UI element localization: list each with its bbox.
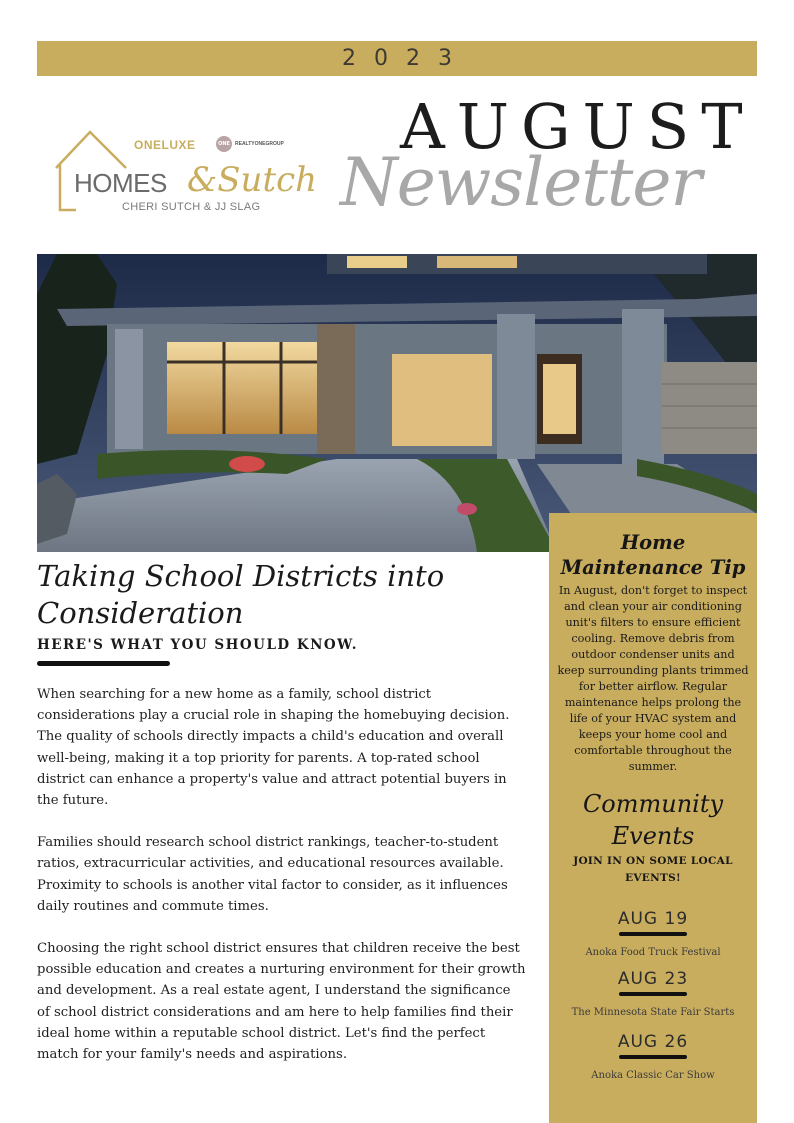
article-paragraph: Choosing the right school district ensures that children receive the best possible education and creates a nurturing environment for their growth and development. As a real estate agent, I understand the significance of school district considerations and am here to help families find their ideal home within a reputable school district. Let's find the perfect match for your family's needs and aspirations.	[37, 941, 526, 1063]
event-date: AUG 26	[617, 1032, 689, 1052]
hero-house-photo	[37, 254, 757, 552]
event-item	[549, 1031, 757, 1081]
newsletter-script-heading: Newsletter	[340, 144, 701, 221]
tip-heading: Home Maintenance Tip	[560, 531, 746, 579]
realty-text: REALTYONEGROUP	[235, 141, 284, 147]
event-name: Anoka Classic Car Show	[591, 1070, 715, 1081]
article-title: Taking School Districts into Consideration	[37, 559, 445, 630]
realty-one-group-logo	[216, 136, 284, 152]
year-banner	[37, 41, 757, 76]
oneluxe-brand: ONELUXE	[134, 138, 196, 152]
article-paragraph: Families should research school district rankings, teacher-to-student ratios, extracurricular activities, and educational resources available. Proximity to schools is another vital factor to consider, as it influences daily routines and commute times.	[37, 835, 508, 914]
realty-badge: ONE	[216, 136, 232, 152]
event-divider	[619, 932, 687, 936]
logo-sutch-script: &Sutch	[187, 160, 318, 200]
event-item	[549, 968, 757, 1018]
agent-names: CHERI SUTCH & JJ SLAG	[122, 201, 261, 213]
event-date: AUG 19	[617, 909, 689, 929]
event-name: Anoka Food Truck Festival	[585, 947, 721, 958]
tip-text: In August, don't forget to inspect and clean your air conditioning unit's filters to ensure efficient cooling. Remove debris from outdoor condenser units and keep surrounding plants trimmed for better airflow. Regular maintenance helps prolong the life of your HVAC system and keeps your home cool and comfortable throughout the summer.	[557, 584, 749, 773]
sidebar-panel	[549, 513, 757, 1123]
events-heading: Community Events	[582, 790, 724, 850]
article-paragraph: When searching for a new home as a family, school district considerations play a crucial role in shaping the homebuying decision. The quality of schools directly impacts a child's education and overall well-being, making it a top priority for parents. A top-rated school district can enhance a property's value and attract potential buyers in the future.	[37, 687, 510, 809]
year-text: 2023	[342, 46, 470, 71]
event-name: The Minnesota State Fair Starts	[571, 1007, 735, 1018]
month-heading: AUGUST	[400, 90, 755, 163]
article-subtitle: HERE'S WHAT YOU SHOULD KNOW.	[37, 637, 358, 653]
brand-logo	[52, 128, 332, 220]
event-divider	[619, 992, 687, 996]
event-divider	[619, 1055, 687, 1059]
logo-homes-text: HOMES	[74, 168, 167, 198]
event-date: AUG 23	[617, 969, 689, 989]
title-divider	[37, 661, 170, 666]
article-body	[37, 684, 527, 1086]
events-subheading: JOIN IN ON SOME LOCAL EVENTS!	[573, 855, 733, 884]
event-item	[549, 908, 757, 958]
